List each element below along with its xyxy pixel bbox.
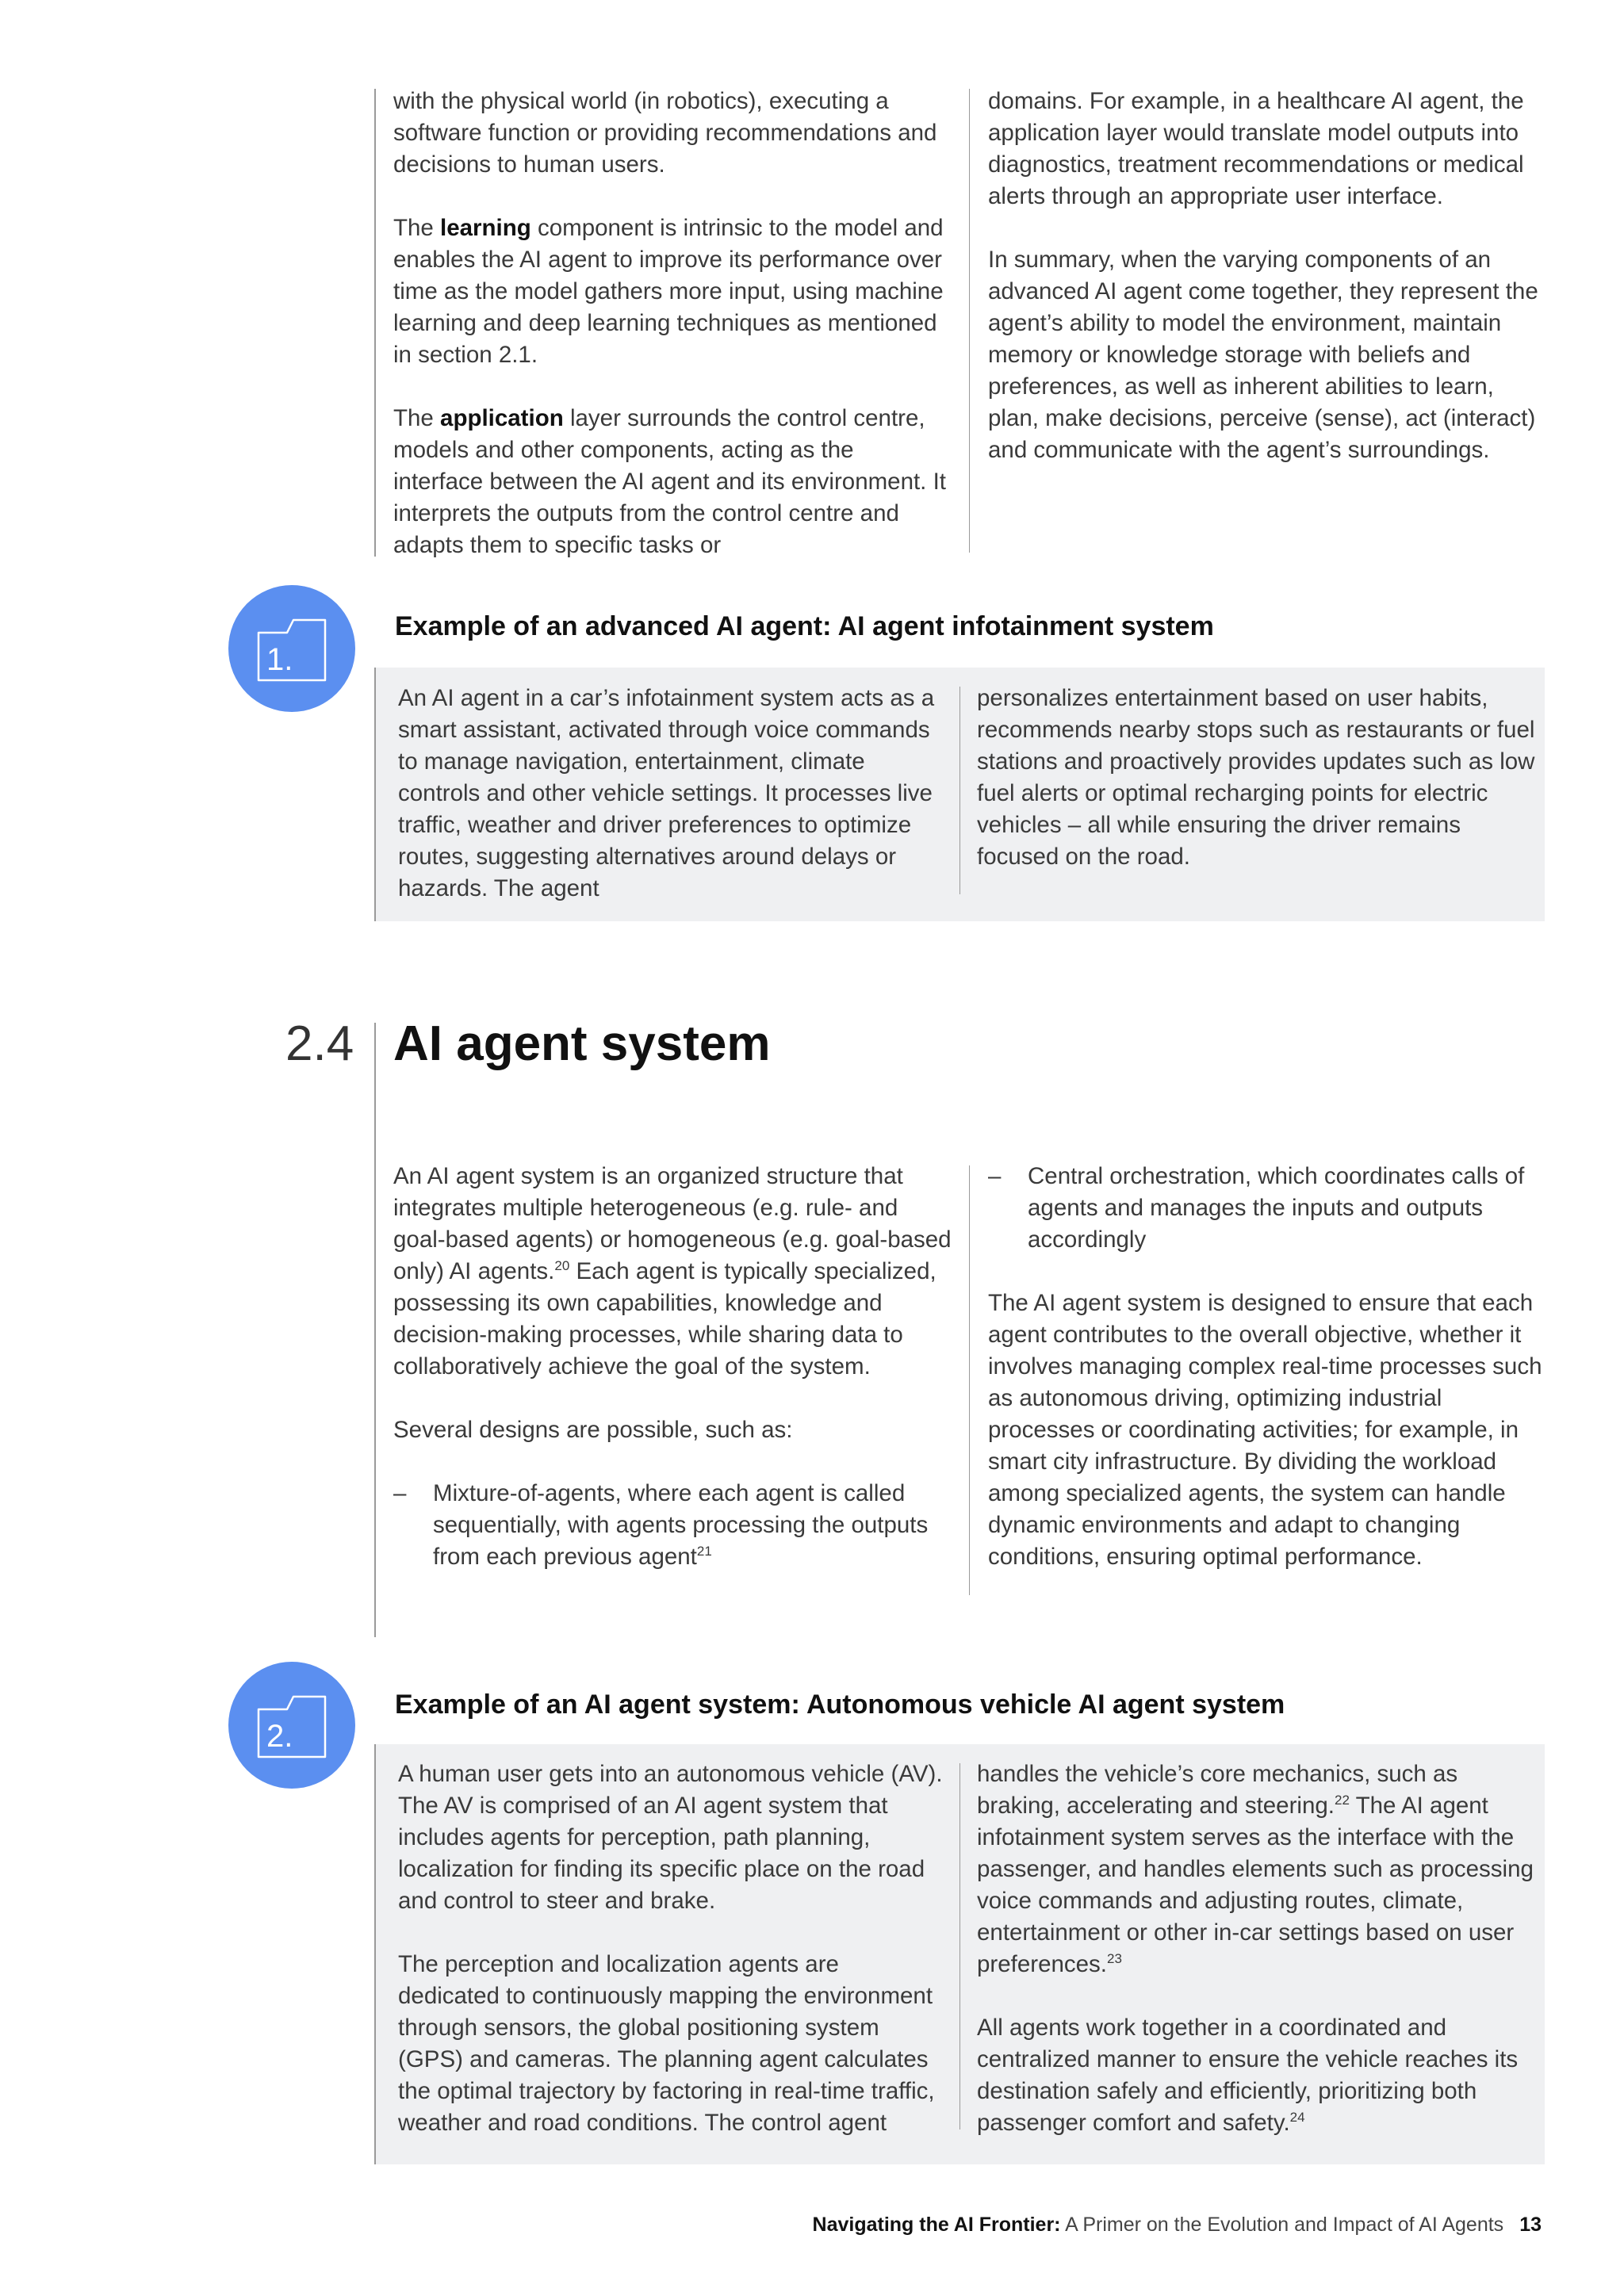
paragraph: with the physical world (in robotics), executing a software function or providing recommendations and decisions to human users. bbox=[393, 88, 937, 178]
column-divider-section bbox=[969, 1165, 970, 1595]
footnote-ref: 21 bbox=[696, 1544, 712, 1559]
footnote-ref: 20 bbox=[554, 1258, 570, 1274]
paragraph: handles the vehicle’s core mechanics, such as braking, accelerating and steering.$^{22}$ The AI agent infotainment system serves as the interface with the passenger, and handles elements such as processing voice commands and adjusting routes, climate, entertainment or other in-car settings based on user preferences.$^{23}$ bbox=[977, 1761, 1534, 1977]
example-2-left-text bbox=[398, 1758, 945, 2139]
footer-subtitle: A Primer on the Evolution and Impact of AI Agents bbox=[1060, 2214, 1504, 2236]
section-number: 2.4 bbox=[285, 1016, 354, 1071]
section-title: AI agent system bbox=[393, 1016, 771, 1071]
paragraph-summary: In summary, when the varying components of an advanced AI agent come together, they represent the agent’s ability to model the environment, maintain memory or knowledge storage with beliefs and preferences, as well as inherent abilities to learn, plan, make decisions, perceive (sense), act (interact) and communicate with the agent’s surroundings. bbox=[988, 247, 1538, 463]
paragraph: The AI agent system is designed to ensure that each agent contributes to the overall objective, whether it involves managing complex real-time processes such as autonomous driving, optimizing industrial processes or coordinating activities; for example, in smart city infrastructure. By dividing the workload among specialized agents, the system can handle dynamic environments and adapt to changing conditions, ensuring optimal performance. bbox=[988, 1290, 1542, 1570]
paragraph: Several designs are possible, such as: bbox=[393, 1417, 793, 1443]
example-number: 2. bbox=[266, 1719, 293, 1754]
paragraph: An AI agent in a car’s infotainment system acts as a smart assistant, activated through voice commands to manage navigation, entertainment, climate controls and other vehicle settings. It processes live traffic, weather and driver preferences to optimize routes, suggesting alternatives around delays or hazards. The agent bbox=[398, 685, 935, 901]
example-2-title: Example of an AI agent system: Autonomous vehicle AI agent system bbox=[395, 1689, 1285, 1720]
example-1-divider bbox=[959, 687, 960, 894]
example-1-right-text bbox=[977, 683, 1537, 873]
example-2-divider bbox=[959, 1763, 960, 2130]
bullet-dash: – bbox=[393, 1480, 407, 1506]
section-right-column bbox=[988, 1161, 1551, 1573]
page-footer bbox=[813, 2212, 1542, 2237]
list-item: – Central orchestration, which coordinates calls of agents and manages the inputs and outputs accordingly bbox=[988, 1161, 1551, 1256]
paragraph-learning: The learning component is intrinsic to the model and enables the AI agent to improve its performance over time as the model gathers more input, using machine learning and deep learning techniques as mentioned in section 2.1. bbox=[393, 215, 944, 368]
footnote-ref: 23 bbox=[1106, 1951, 1122, 1967]
paragraph: personalizes entertainment based on user habits, recommends nearby stops such as restaurants or fuel stations and proactively provides updates such as low fuel alerts or optimal recharging points for electric vehicles – all while ensuring the driver remains focused on the road. bbox=[977, 685, 1535, 870]
example-1-badge bbox=[228, 585, 355, 712]
section-left-column bbox=[393, 1161, 953, 1573]
bullet-dash: – bbox=[988, 1163, 1002, 1189]
footer-title: Navigating the AI Frontier: bbox=[812, 2214, 1061, 2236]
example-1-title: Example of an advanced AI agent: AI agent infotainment system bbox=[395, 611, 1214, 641]
footnote-ref: 24 bbox=[1289, 2110, 1305, 2126]
term-application: application bbox=[440, 405, 564, 431]
example-2-right-text bbox=[977, 1758, 1537, 2139]
list-item: – Mixture-of-agents, where each agent is called sequentially, with agents processing the outputs from each previous agent$^{21}$ bbox=[393, 1478, 953, 1573]
left-margin-rule-section bbox=[374, 1023, 376, 1637]
paragraph: All agents work together in a coordinated and centralized manner to ensure the vehicle reaches its destination safely and efficiently, prioritizing both passenger comfort and safety.$^{24}$ bbox=[977, 2015, 1519, 2136]
paragraph: domains. For example, in a healthcare AI agent, the application layer would translate model outputs into diagnostics, treatment recommendations or medical alerts through an appropriate user interface. bbox=[988, 88, 1524, 209]
top-left-column bbox=[393, 86, 948, 561]
column-divider-top bbox=[969, 89, 970, 553]
page-number: 13 bbox=[1519, 2214, 1542, 2236]
term-learning: learning bbox=[440, 215, 531, 241]
example-1-left-text bbox=[398, 683, 937, 905]
paragraph: A human user gets into an autonomous vehicle (AV). The AV is comprised of an AI agent system that includes agents for perception, path planning, localization for finding its specific place on the road and control to steer and brake. bbox=[398, 1761, 943, 1914]
paragraph: An AI agent system is an organized structure that integrates multiple heterogeneous (e.g. rule- and goal-based agents) or homogeneous (e.g. goal-based only) AI agents.$^{20}$ Each agent is typically specialized, possessing its own capabilities, knowledge and decision-making processes, while sharing data to collaboratively achieve the goal of the system. bbox=[393, 1163, 952, 1380]
paragraph: The perception and localization agents are dedicated to continuously mapping the environment through sensors, the global positioning system (GPS) and cameras. The planning agent calculates the optimal trajectory by factoring in real-time traffic, weather and road conditions. The control agent bbox=[398, 1951, 935, 2136]
footnote-ref: 22 bbox=[1334, 1793, 1350, 1808]
top-right-column bbox=[988, 86, 1548, 466]
left-margin-rule-top bbox=[374, 89, 376, 557]
example-1-box-rule bbox=[374, 668, 376, 921]
paragraph-application: The application layer surrounds the control centre, models and other components, acting as the interface between the AI agent and its environment. It interprets the outputs from the control centre and adapts them to specific tasks or bbox=[393, 405, 946, 558]
example-2-badge bbox=[228, 1662, 355, 1789]
example-2-box-rule bbox=[374, 1744, 376, 2164]
example-number: 1. bbox=[266, 642, 293, 677]
